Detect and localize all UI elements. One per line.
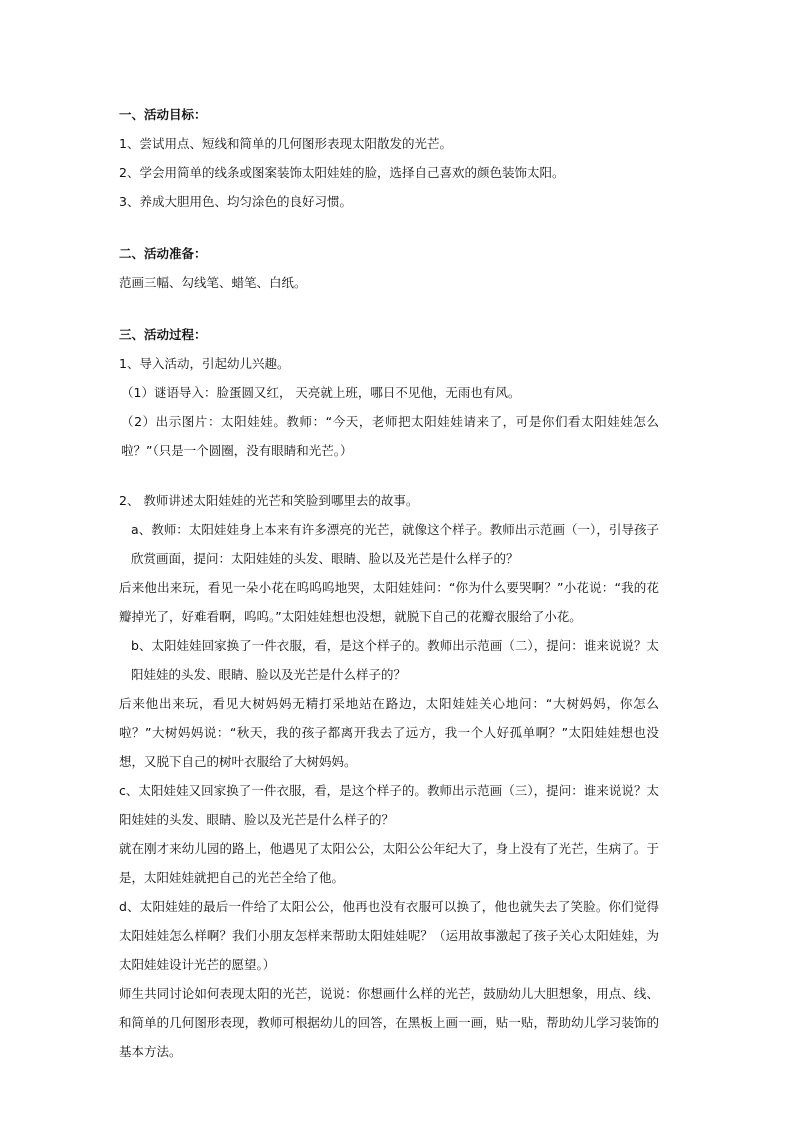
section-heading-goals: 一、活动目标： [119,107,207,122]
goal-item-2: 2、学会用简单的线条或图案装饰太阳娃娃的脸，选择自己喜欢的颜色装饰太阳。 [119,165,565,180]
process-step-2: 2、 教师讲述太阳娃娃的光芒和笑脸到哪里去的故事。 [119,493,419,508]
goal-item-3: 3、养成大胆用色、均匀涂色的良好习惯。 [119,194,352,209]
goal-item-1: 1、尝试用点、短线和简单的几何图形表现太阳散发的光芒。 [119,136,452,151]
preparation-text: 范画三幅、勾线笔、蜡笔、白纸。 [119,275,307,290]
paragraph-d: d、太阳娃娃的最后一件给了太阳公公，他再也没有衣服可以换了，他也就失去了笑脸。你们觉得太阳娃娃怎么样啊？我们小朋友怎样来帮助太阳娃娃呢？（运用故事激起了孩子关心太阳娃娃，为太阳娃娃设计光芒的愿望。） [119,899,659,972]
story-c: 就在刚才来幼儿园的路上，他遇见了太阳公公，太阳公公年纪大了，身上没有了光芒，生病了。于是，太阳娃娃就把自己的光芒全给了他。 [119,841,659,885]
discussion: 师生共同讨论如何表现太阳的光芒，说说：你想画什么样的光芒，鼓励幼儿大胆想象，用点、线、和简单的几何图形表现，教师可根据幼儿的回答，在黑板上画一画，贴一贴，帮助幼儿学习装饰的基本方法。 [119,986,659,1059]
document-body [119,100,659,1066]
paragraph-a: a、教师：太阳娃娃身上本来有许多漂亮的光芒，就像这个样子。教师出示范画（一），引导孩子欣赏画面，提问：太阳娃娃的头发、眼睛、脸以及光芒是什么样子的？ [131,522,659,566]
paragraph-c: c、太阳娃娃又回家换了一件衣服，看，是这个样子的。教师出示范画（三），提问：谁来说说？太阳娃娃的头发、眼睛、脸以及光芒是什么样子的？ [119,783,659,827]
paragraph-b: b、太阳娃娃回家换了一件衣服，看，是这个样子的。教师出示范画（二），提问：谁来说说？太阳娃娃的头发、眼睛、脸以及光芒是什么样子的？ [131,638,659,682]
process-picture: （2）出示图片：太阳娃娃。教师：“今天，老师把太阳娃娃请来了，可是你们看太阳娃娃怎么啦？”（只是一个圆圈，没有眼睛和光芒。） [121,414,659,458]
section-heading-preparation: 二、活动准备： [119,246,207,261]
story-b: 后来他出来玩，看见大树妈妈无精打采地站在路边，太阳娃娃关心地问：“大树妈妈，你怎么啦？”大树妈妈说：“秋天，我的孩子都离开我去了远方，我一个人好孤单啊？”太阳娃娃想也没想，又脱下自己的树叶衣服给了大树妈妈。 [119,696,659,769]
story-a: 后来他出来玩，看见一朵小花在呜呜呜地哭，太阳娃娃问：“你为什么要哭啊？”小花说：“我的花瓣掉光了，好难看啊，呜呜。”太阳娃娃想也没想，就脱下自己的花瓣衣服给了小花。 [119,580,659,624]
section-heading-process: 三、活动过程： [119,327,207,342]
process-riddle: （1）谜语导入：脸蛋圆又红， 天亮就上班，哪日不见他，无雨也有风。 [121,385,521,400]
process-step-1: 1、导入活动，引起幼儿兴趣。 [119,356,290,371]
